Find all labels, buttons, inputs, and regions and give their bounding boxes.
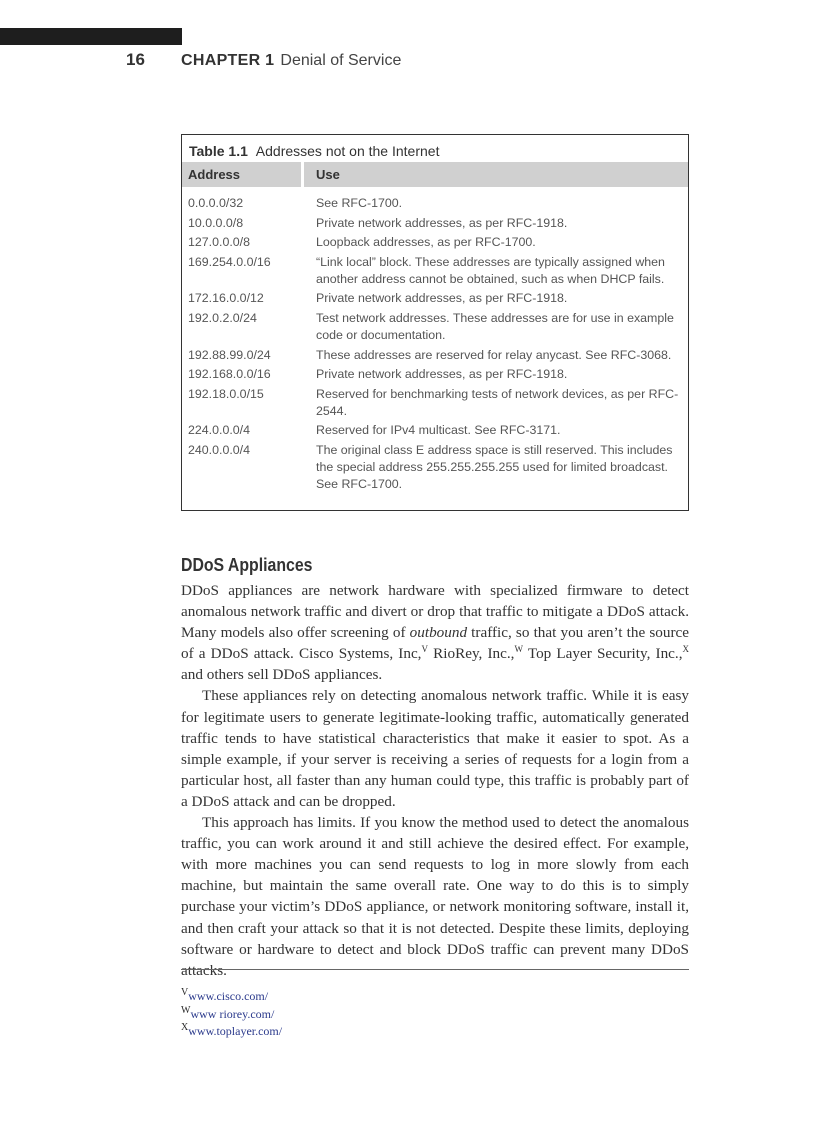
cell-use: See RFC-1700. [316,196,403,210]
table-row [188,347,682,364]
cell-use: Loopback addresses, as per RFC-1700. [316,235,536,250]
cell-address: 192.18.0.0/15 [188,386,264,401]
footnote-mark: X [181,1022,189,1033]
paragraph-2: These appliances rely on detecting anomalous network traffic. While it is easy for legitimate users to generate legitimate-looking traffic, automatically generated traffic tends to have statistical characteristics that make it easier to spot. As a simple example, if your server is receiving a series of requests for a login from a particular host, all faster than any human could type, this traffic is probably part of a DDoS attack and can be dropped. [181,687,689,810]
cell-use: “Link local” block. These addresses are typically assigned when another address cannot be obtained, such as when DHCP fails. [316,254,665,286]
emphasis-outbound: outbound [409,624,468,642]
footnote-divider [181,969,689,970]
cell-use: The original class E address space is still reserved. This includes the special address 255.255.255.255 used for limited broadcast. See RFC-1700. [316,442,673,491]
cell-address: 169.254.0.0/16 [188,254,271,269]
cell-address: 224.0.0.0/4 [188,423,251,438]
footnotes [181,986,282,1039]
table-row [188,366,682,383]
footnote-link[interactable]: www riorey.com/ [190,1006,275,1021]
table-row [188,215,682,232]
table-row [188,310,682,344]
cell-use: These addresses are reserved for relay anycast. See RFC-3068. [316,347,672,362]
footnote-item [181,1004,282,1022]
footnote-item [181,1021,282,1039]
footnote-item [181,986,282,1004]
chapter-title: Denial of Service [280,52,402,69]
cell-use: Private network addresses, as per RFC-1918. [316,215,568,230]
footnote-ref-w[interactable]: W [514,644,523,655]
cell-address: 192.0.2.0/24 [188,310,257,325]
table-row [188,195,682,212]
cell-address: 10.0.0.0/8 [188,215,244,230]
footnote-ref-v[interactable]: V [421,644,428,655]
table-body [188,195,682,496]
footnote-link[interactable]: www.cisco.com/ [188,989,269,1003]
chapter-label: CHAPTER 1 [181,52,275,69]
footnote-link[interactable]: www.toplayer.com/ [188,1024,283,1038]
cell-use: Reserved for IPv4 multicast. See RFC-3171. [316,423,561,438]
cell-use: Private network addresses, as per RFC-1918. [316,367,568,382]
page-number: 16 [126,50,145,69]
header-bar-decoration [0,28,182,45]
address-table [181,134,689,511]
paragraph-1: DDoS appliances are network hardware with specialized firmware to detect anomalous network traffic and divert or drop that traffic to mitigate a DDoS attack. Many models also offer screening of outbound traffic, so that you aren’t the source of a DDoS attack. Cisco Systems, Inc,$^V$ RioRey, Inc.,$^W$ Top Layer Security, Inc.,$^X$ and others sell DDoS appliances. [181,582,689,684]
page-header [126,50,401,74]
table-row [188,386,682,420]
cell-address: 172.16.0.0/12 [188,291,264,306]
cell-address: 192.88.99.0/24 [188,347,271,362]
footnote-mark: W [181,1004,191,1016]
table-row [188,422,682,439]
table-row [188,442,682,493]
table-row [188,290,682,307]
cell-address: 0.0.0.0/32 [188,196,244,210]
paragraph-3: This approach has limits. If you know the method used to detect the anomalous traffic, you can work around it and still achieve the desired effect. For example, with more machines you can send requests to log in more slowly from each machine, but maintain the same overall rate. One way to do this is to simply purchase your victim’s DDoS appliance, or network monitoring software, install it, and then craft your attack so that it is not detected. Despite these limits, deploying software or hardware to detect and block DDoS traffic can prevent many DDoS attacks. [181,814,689,979]
column-header-address: Address [182,162,301,187]
cell-use: Reserved for benchmarking tests of network devices, as per RFC-2544. [316,386,679,418]
cell-use: Test network addresses. These addresses are for use in example code or documentation. [316,310,674,342]
footnote-mark: V [181,987,189,998]
table-row [188,254,682,288]
cell-use: Private network addresses, as per RFC-1918. [316,291,568,306]
section-heading: DDoS Appliances [181,555,313,575]
column-header-use: Use [304,162,688,187]
cell-address: 192.168.0.0/16 [188,367,271,382]
cell-address: 240.0.0.0/4 [188,442,251,457]
table-row [188,234,682,251]
body-text [181,580,689,981]
table-caption [182,135,688,163]
table-caption-text: Addresses not on the Internet [255,143,440,159]
table-header [182,162,688,187]
cell-address: 127.0.0.0/8 [188,235,251,250]
table-caption-label: Table 1.1 [189,143,248,159]
footnote-ref-x[interactable]: X [682,644,689,655]
